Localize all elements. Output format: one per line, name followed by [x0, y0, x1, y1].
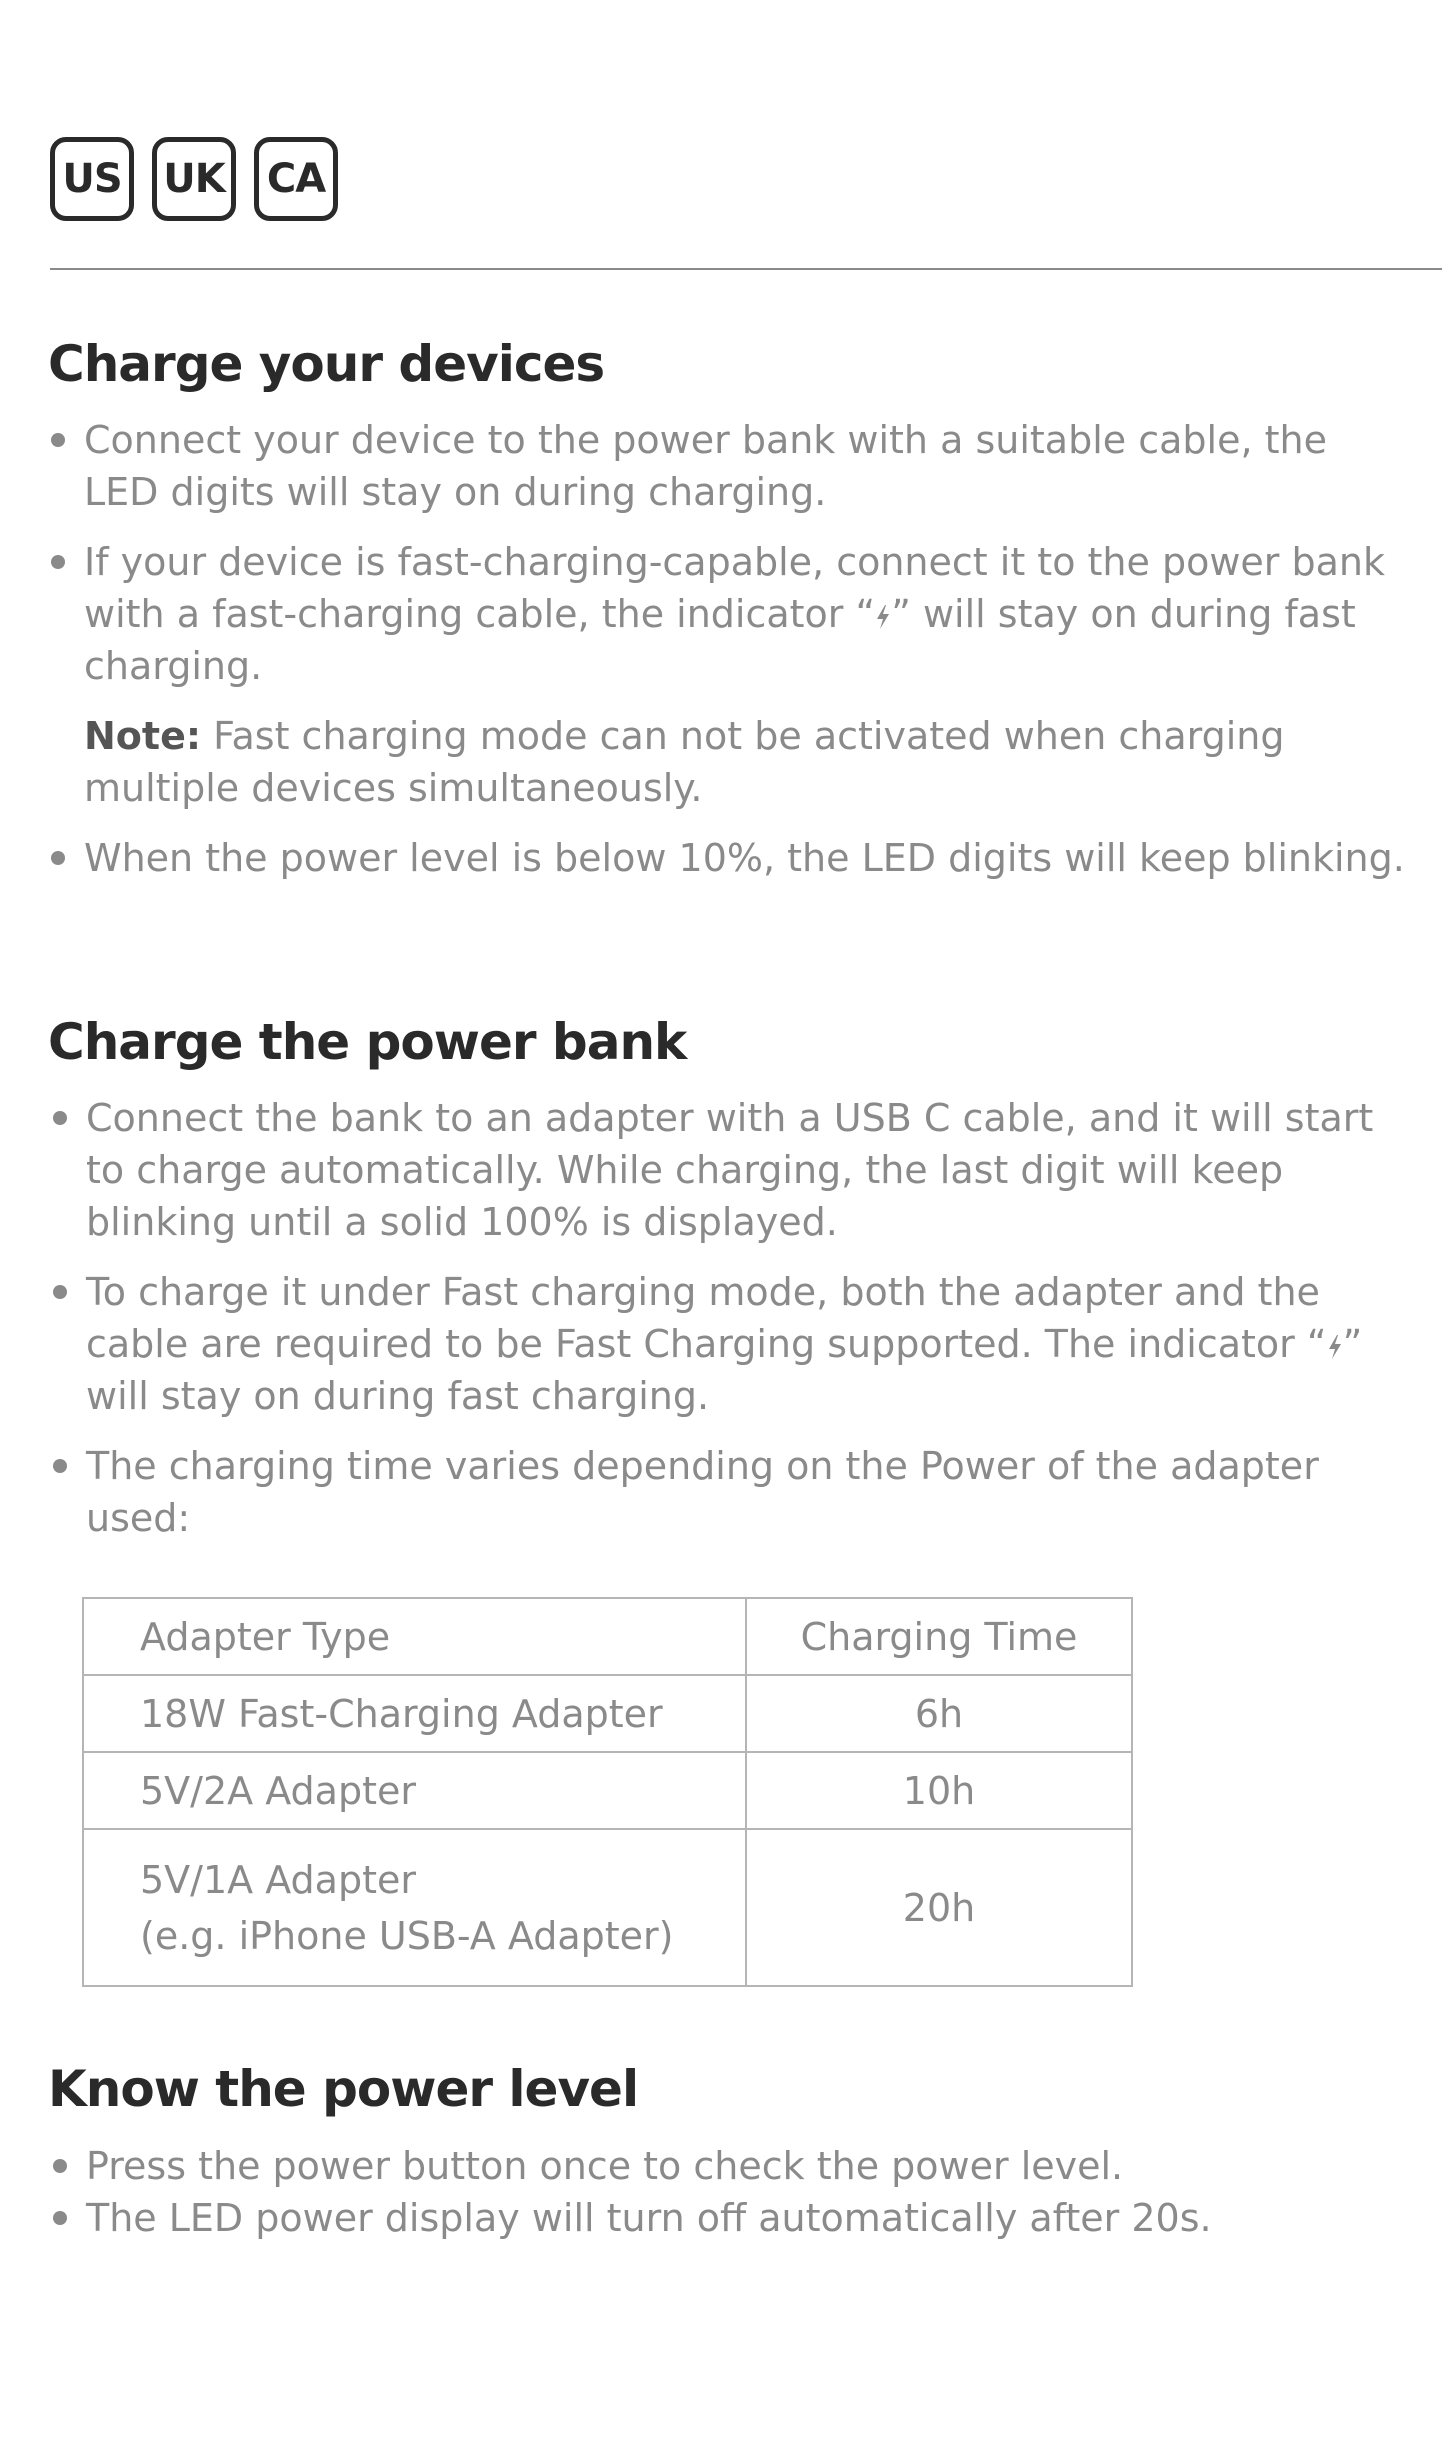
table-cell-time: 6h	[746, 1675, 1132, 1752]
list-item-text: The LED power display will turn off automatically after 20s.	[86, 2196, 1212, 2240]
lightning-bolt-icon	[875, 604, 891, 630]
list-item-text: Press the power button once to check the power level.	[86, 2144, 1124, 2188]
list-item-text: ” will stay on during fast charging.	[86, 1322, 1363, 1418]
table-header-cell: Charging Time	[746, 1598, 1132, 1675]
table-cell-adapter	[83, 1829, 746, 1986]
list-item-text: The charging time varies depending on the Power of the adapter used:	[86, 1444, 1319, 1540]
section-title-charge-devices: Charge your devices	[48, 335, 605, 393]
list-item	[50, 1092, 1420, 1248]
table-cell-adapter-note: (e.g. iPhone USB-A Adapter)	[140, 1913, 674, 1958]
list-item	[50, 2192, 1420, 2244]
bullet-icon	[51, 555, 65, 569]
table-cell-time: 20h	[746, 1829, 1132, 1986]
note	[48, 710, 1408, 814]
table-cell-adapter-name: 5V/1A Adapter	[140, 1857, 416, 1902]
list-item	[50, 2140, 1420, 2192]
table-cell-time: 10h	[746, 1752, 1132, 1829]
table-cell-adapter: 5V/2A Adapter	[83, 1752, 746, 1829]
bullet-icon	[51, 851, 65, 865]
list-item	[48, 414, 1408, 518]
bullet-icon	[53, 1459, 67, 1473]
list-item-text: ” will stay on during fast charging.	[84, 592, 1356, 688]
table-row	[83, 1829, 1132, 1986]
section-title-power-level: Know the power level	[48, 2060, 639, 2118]
list-item	[50, 1266, 1420, 1422]
list-item	[48, 832, 1408, 884]
table-header-cell: Adapter Type	[83, 1598, 746, 1675]
list-item	[50, 1440, 1420, 1544]
list-item-text: Connect your device to the power bank with a suitable cable, the LED digits will stay on during charging.	[84, 418, 1327, 514]
divider	[50, 268, 1442, 270]
note-text: Fast charging mode can not be activated when charging multiple devices simultaneously.	[84, 714, 1285, 810]
power-level-list	[50, 2140, 1420, 2262]
section-title-charge-bank: Charge the power bank	[48, 1013, 687, 1071]
charge-devices-list	[48, 414, 1408, 902]
charge-bank-list	[50, 1092, 1420, 1562]
bullet-icon	[53, 2211, 67, 2225]
region-badge-ca: CA	[254, 137, 338, 221]
list-item-text: When the power level is below 10%, the LED digits will keep blinking.	[84, 836, 1405, 880]
list-item-text: If your device is fast-charging-capable, connect it to the power bank with a fast-charging cable, the indicator “	[84, 540, 1385, 636]
region-badge-uk: UK	[152, 137, 236, 221]
bullet-icon	[53, 1111, 67, 1125]
bullet-icon	[53, 2159, 67, 2173]
region-badges	[50, 137, 338, 221]
region-badge-us: US	[50, 137, 134, 221]
table-cell-adapter: 18W Fast-Charging Adapter	[83, 1675, 746, 1752]
bullet-icon	[53, 1285, 67, 1299]
table-header-row	[83, 1598, 1132, 1675]
list-item	[48, 536, 1408, 692]
table-row	[83, 1752, 1132, 1829]
list-item-text: Connect the bank to an adapter with a USB C cable, and it will start to charge automatically. While charging, the last digit will keep blinking until a solid 100% is displayed.	[86, 1096, 1374, 1244]
lightning-bolt-icon	[1327, 1334, 1343, 1360]
charging-time-table	[82, 1597, 1133, 1987]
list-item-text: To charge it under Fast charging mode, both the adapter and the cable are required to be Fast Charging supported. The indicator “	[86, 1270, 1327, 1366]
note-label: Note:	[84, 714, 202, 758]
bullet-icon	[51, 433, 65, 447]
table-row	[83, 1675, 1132, 1752]
